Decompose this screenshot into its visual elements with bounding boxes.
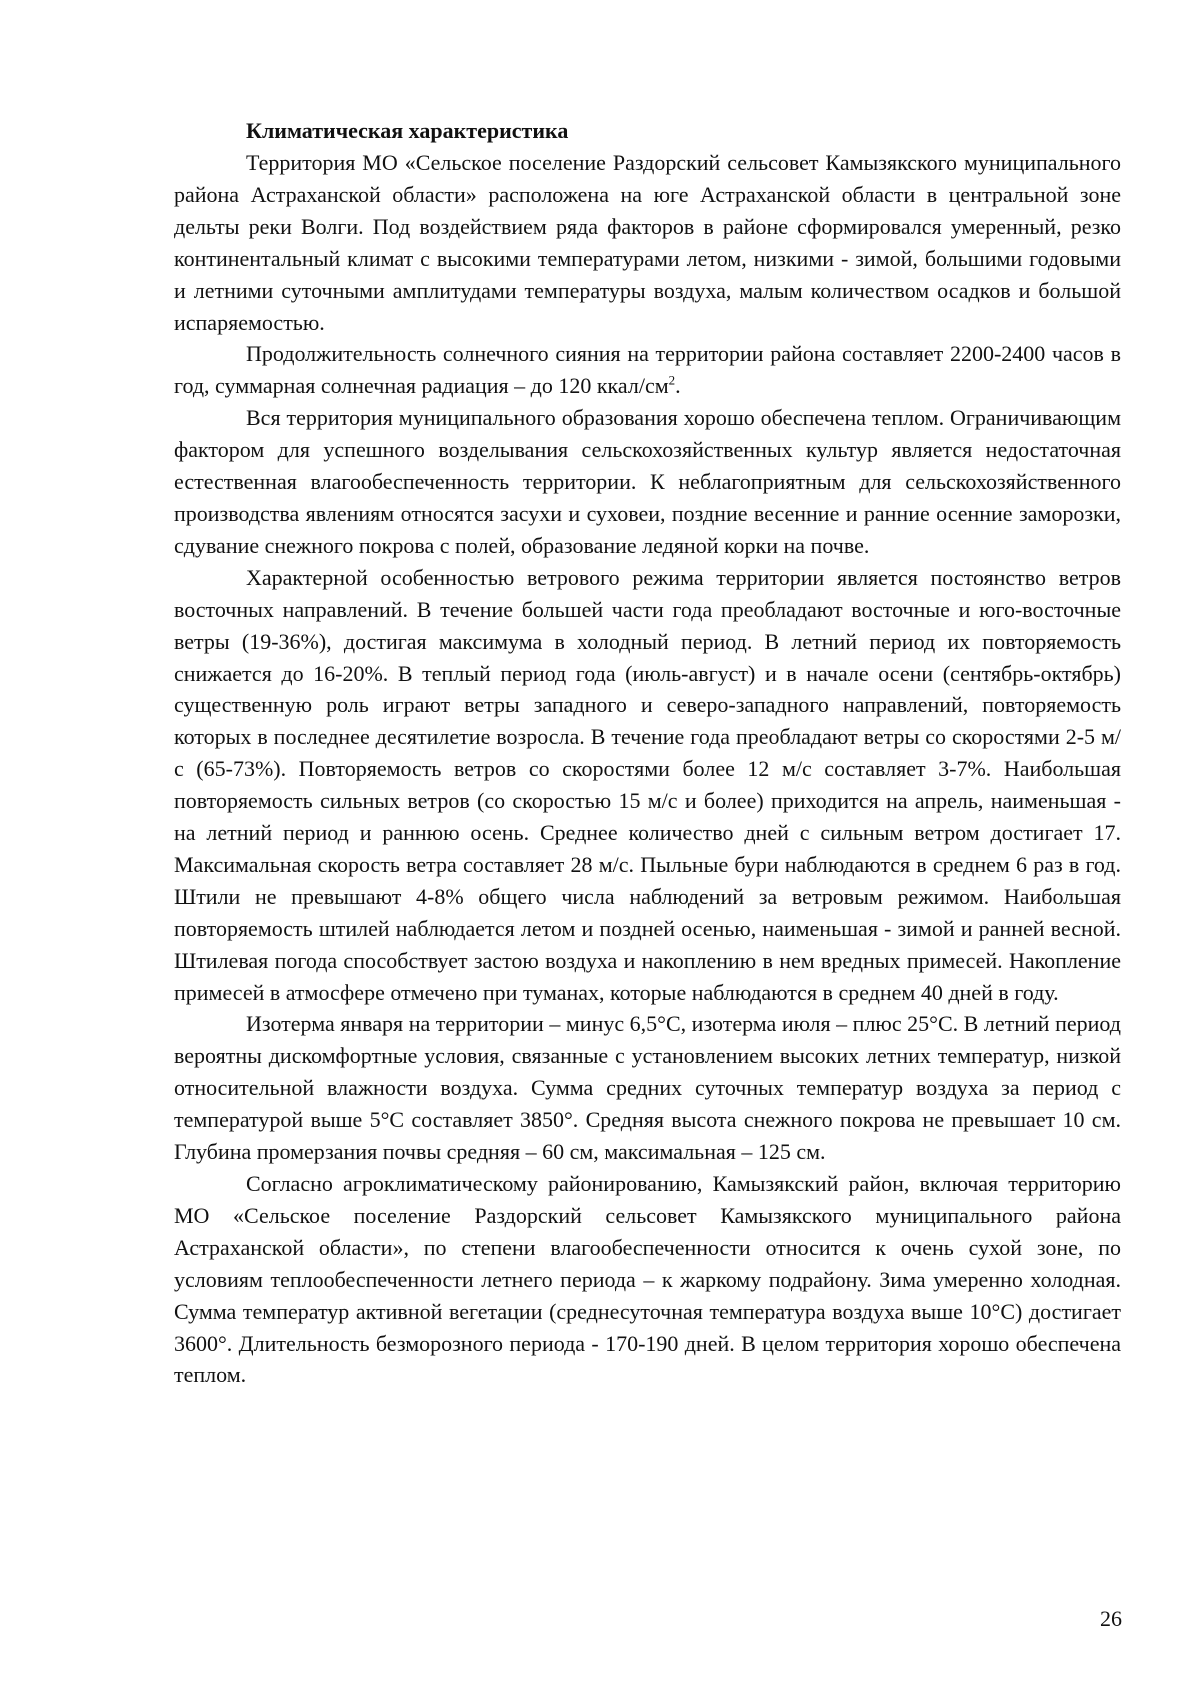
sunshine-text: Продолжительность солнечного сияния на территории района составляет 2200-2400 часов в год, суммарная солнечная радиация – до 120 ккал/см (174, 341, 1121, 399)
paragraph-heat-supply: Вся территория муниципального образования хорошо обеспечена теплом. Ограничивающим фактором для успешного возделывания сельскохозяйственных культур является недостаточная естественная влагообеспеченность территории. К неблагоприятным для сельскохозяйственного производства явлениям относятся засухи и суховеи, поздние весенние и ранние осенние заморозки, сдувание снежного покрова с полей, образование ледяной корки на почве. (174, 405, 1121, 558)
sunshine-superscript: 2 (668, 373, 676, 389)
paragraph-agroclimate: Согласно агроклиматическому районированию, Камызякский район, включая территорию МО «Сельское поселение Раздорский сельсовет Камызякского муниципального района Астраханской области», по степени влагообеспеченности относится к очень сухой зоне, по условиям теплообеспеченности летнего периода – к жаркому подрайону. Зима умеренно холодная. Сумма температур активной вегетации (среднесуточная температура воздуха выше 10°С) достигает 3600°. Длительность безморозного периода - 170-190 дней. В целом территория хорошо обеспечена теплом. (174, 1171, 1121, 1388)
paragraph-territory: Территория МО «Сельское поселение Раздорский сельсовет Камызякского муниципального района Астраханской области» расположена на юге Астраханской области в центральной зоне дельты реки Волги. Под воздействием ряда факторов в районе сформировался умеренный, резко континентальный климат с высокими температурами летом, низкими - зимой, большими годовыми и летними суточными амплитудами температуры воздуха, малым количеством осадков и большой испаряемостью. (174, 150, 1121, 335)
section-heading: Климатическая характеристика (246, 118, 569, 143)
page-number: 26 (1100, 1606, 1122, 1631)
sunshine-end: . (675, 373, 681, 399)
paragraph-wind-regime: Характерной особенностью ветрового режима территории является постоянство ветров восточных направлений. В течение большей части года преобладают восточные и юго-восточные ветры (19-36%), достигая максимума в холодный период. В летний период их повторяемость снижается до 16-20%. В теплый период года (июль-август) и в начале осени (сентябрь-октябрь) существенную роль играют ветры западного и северо-западного направлений, повторяемость которых в последнее десятилетие возросла. В течение года преобладают ветры со скоростями 2-5 м/с (65-73%). Повторяемость ветров со скоростями более 12 м/с составляет 3-7%. Наибольшая повторяемость сильных ветров (со скоростью 15 м/с и более) приходится на апрель, наименьшая - на летний период и раннюю осень. Среднее количество дней с сильным ветром достигает 17. Максимальная скорость ветра составляет 28 м/с. Пыльные бури наблюдаются в среднем 6 раз в год. Штили не превышают 4-8% общего числа наблюдений за ветровым режимом. Наибольшая повторяемость штилей наблюдается летом и поздней осенью, наименьшая - зимой и ранней весной. Штилевая погода способствует застою воздуха и накоплению в нем вредных примесей. Накопление примесей в атмосфере отмечено при туманах, которые наблюдаются в среднем 40 дней в году. (174, 564, 1121, 1005)
paragraph-temperatures: Изотерма января на территории – минус 6,5°С, изотерма июля – плюс 25°С. В летний период вероятны дискомфортные условия, связанные с установлением высоких летних температур, низкой относительной влажности воздуха. Сумма средних суточных температур воздуха за период с температурой выше 5°С составляет 3850°. Средняя высота снежного покрова не превышает 10 см. Глубина промерзания почвы средняя – 60 см, максимальная – 125 см. (174, 1011, 1121, 1165)
document-body (174, 114, 1121, 1391)
paragraph-sunshine (174, 338, 1121, 402)
